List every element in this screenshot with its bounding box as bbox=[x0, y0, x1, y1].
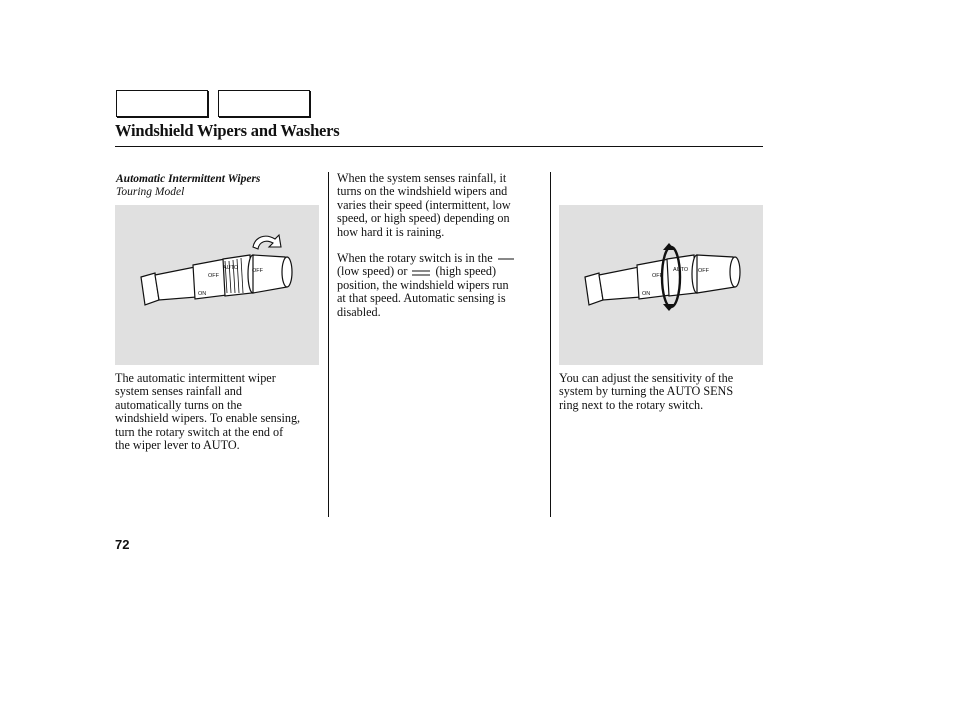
middle-paragraph-2-line-1: When the rotary switch is in the bbox=[337, 251, 493, 265]
middle-paragraph-2-rest: position, the windshield wipers run at that speed. Automatic sensing is disabled. bbox=[337, 277, 509, 319]
right-paragraph: You can adjust the sensitivity of the system by turning the AUTO SENS ring next to the rotary switch. bbox=[559, 371, 734, 412]
wiper-lever-drawing bbox=[115, 205, 319, 365]
nav-button-table-of-contents[interactable] bbox=[218, 90, 310, 117]
column-divider-left bbox=[328, 172, 329, 517]
left-paragraph: The automatic intermittent wiper system senses rainfall and automatically turns on the windshield wipers. To enable sensing, turn the rotary switch at the end of the wiper lever to AUTO. bbox=[115, 371, 301, 453]
auto-label: AUTO bbox=[223, 265, 239, 271]
high-speed-icon bbox=[410, 269, 432, 277]
off-label-small: OFF bbox=[208, 273, 219, 279]
low-speed-icon bbox=[496, 256, 516, 262]
page-number: 72 bbox=[115, 537, 130, 552]
middle-paragraph-2-line-2b: (high speed) bbox=[435, 264, 497, 279]
on-label: ON bbox=[198, 291, 207, 297]
off-label: OFF bbox=[252, 268, 263, 274]
off-label-small-right: OFF bbox=[652, 273, 663, 279]
section-subheading: Touring Model bbox=[116, 186, 185, 198]
section-heading: Automatic Intermittent Wipers bbox=[116, 173, 261, 185]
auto-sens-ring-figure bbox=[559, 205, 763, 365]
wiper-lever-rotary-switch-figure bbox=[115, 205, 319, 365]
auto-sens-lever-drawing bbox=[559, 205, 763, 365]
auto-label-right: AUTO bbox=[673, 267, 689, 273]
page-title: Windshield Wipers and Washers bbox=[115, 121, 340, 140]
off-label-right: OFF bbox=[698, 268, 709, 274]
nav-button-main-menu[interactable] bbox=[116, 90, 208, 117]
title-divider bbox=[115, 146, 763, 147]
middle-paragraph-2 bbox=[337, 252, 542, 319]
column-divider-right bbox=[550, 172, 551, 517]
middle-paragraph-2-line-2a: (low speed) or bbox=[337, 264, 408, 279]
middle-paragraph-1: When the system senses rainfall, it turns on the windshield wipers and varies their speed (intermittent, low speed, or high speed) depending on how hard it is raining. bbox=[337, 171, 511, 239]
on-label-right: ON bbox=[642, 291, 651, 297]
